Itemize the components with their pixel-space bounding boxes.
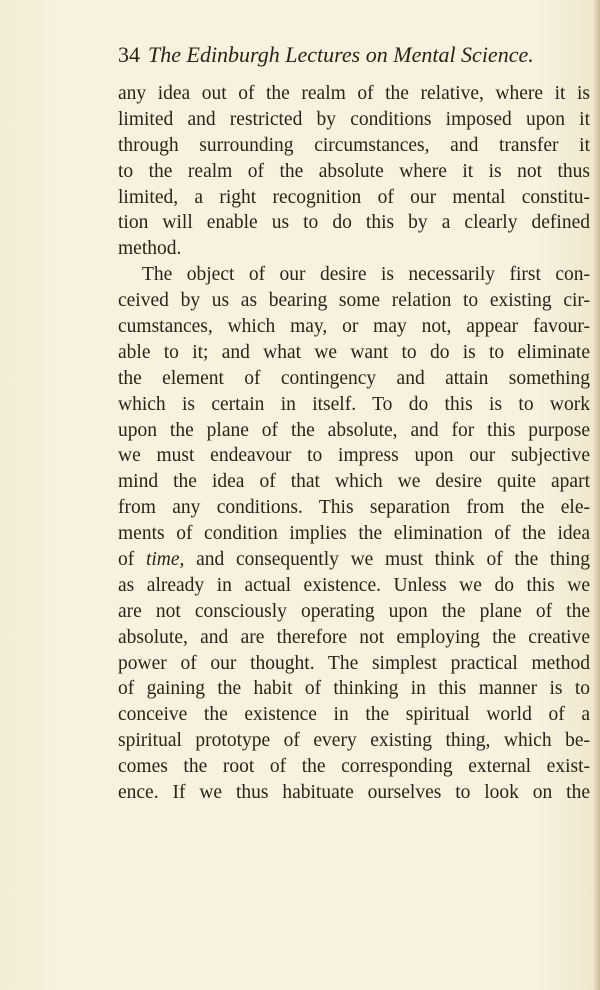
text-line: The object of our desire is necessarily first con- [142,264,590,286]
text-line: power of our thought. The simplest practical method [118,652,590,674]
running-title: The Edinburgh Lectures on Mental Science. [148,42,534,67]
page-number: 34 [118,42,140,67]
text-line: to the realm of the absolute where it is not thus [118,160,590,182]
text-line: from any conditions. This separation from the ele- [118,497,590,519]
text-line: ence. If we thus habituate ourselves to look on the [118,782,590,804]
text-line: are not consciously operating upon the plane of the [118,600,590,622]
text-segment: of [118,549,135,571]
text-line: spiritual prototype of every existing thing, which be- [118,730,590,752]
text-line: conceive the existence in the spiritual world of a [118,704,590,726]
text-line: ments of condition implies the elimination of the idea [118,523,590,545]
text-line: ceived by us as bearing some relation to existing cir- [118,290,590,312]
text-line: any idea out of the realm of the relative, where it is [118,83,590,104]
text-line: which is certain in itself. To do this is to work [118,393,590,415]
text-line: comes the root of the corresponding external exist- [118,756,590,778]
running-head [118,40,590,70]
text-line: limited and restricted by conditions imposed upon it [118,108,590,130]
italic-word: time, [145,549,185,571]
text-line: tion will enable us to do this by a clearly defined [118,212,590,234]
page-edge [594,0,600,990]
text-line: the element of contingency and attain something [118,367,590,389]
text-line: through surrounding circumstances, and transfer it [118,134,590,156]
text-line: method. [118,238,182,260]
text-line: able to it; and what we want to do is to eliminate [118,341,590,363]
body-text [118,81,590,806]
text-line: mind the idea of that which we desire quite apart [118,471,590,493]
text-line: absolute, and are therefore not employing the creative [118,626,590,648]
text-line: we must endeavour to impress upon our subjective [118,445,590,467]
text-line: as already in actual existence. Unless we do this we [118,574,590,596]
text-line: limited, a right recognition of our mental constitu- [118,186,590,208]
text-line: of gaining the habit of thinking in this manner is to [118,678,590,700]
text-line [118,547,590,573]
text-segment: and consequently we must think of the thing [196,549,591,571]
text-line: cumstances, which may, or may not, appear favour- [118,316,590,338]
text-line: upon the plane of the absolute, and for this purpose [118,419,590,441]
